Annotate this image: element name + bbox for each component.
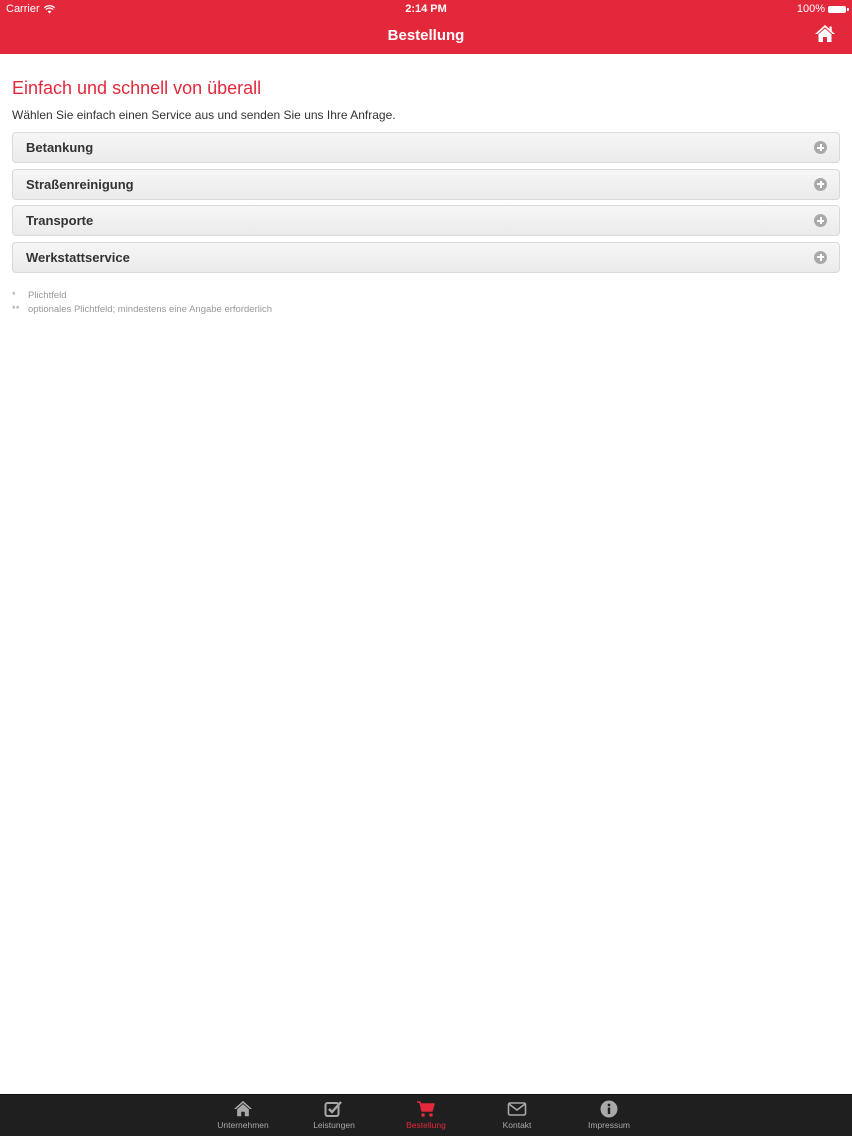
footnote-optional bbox=[12, 303, 840, 317]
footnote-text: optionales Plichtfeld; mindestens eine Angabe erforderlich bbox=[28, 303, 272, 315]
page-nav-title: Bestellung bbox=[387, 27, 465, 44]
tab-label: Unternehmen bbox=[217, 1120, 269, 1130]
tab-leistungen[interactable] bbox=[294, 1095, 374, 1136]
tab-unternehmen[interactable] bbox=[203, 1095, 283, 1136]
tab-label: Kontakt bbox=[502, 1120, 532, 1130]
service-label: Straßenreinigung bbox=[26, 176, 134, 192]
page-title: Einfach und schnell von überall bbox=[12, 78, 262, 98]
footnote-mark: * bbox=[12, 289, 16, 301]
battery-icon bbox=[828, 6, 846, 13]
service-label: Betankung bbox=[26, 140, 94, 155]
footnote-required bbox=[12, 289, 840, 303]
service-item-strassenreinigung[interactable] bbox=[12, 169, 840, 200]
service-item-transporte[interactable] bbox=[12, 205, 840, 236]
service-list bbox=[12, 132, 840, 273]
status-bar bbox=[0, 0, 852, 18]
cart-icon bbox=[416, 1100, 436, 1118]
tab-label: Leistungen bbox=[313, 1120, 355, 1130]
plus-circle-icon[interactable] bbox=[814, 214, 827, 227]
tab-bar bbox=[0, 1094, 852, 1136]
battery-percent: 100% bbox=[796, 3, 825, 15]
service-item-werkstattservice[interactable] bbox=[12, 242, 840, 273]
plus-circle-icon[interactable] bbox=[814, 141, 827, 154]
tab-label: Impressum bbox=[587, 1120, 631, 1130]
plus-circle-icon[interactable] bbox=[814, 251, 827, 264]
tab-kontakt[interactable] bbox=[477, 1095, 557, 1136]
carrier-label: Carrier bbox=[6, 3, 40, 15]
service-item-betankung[interactable] bbox=[12, 132, 840, 163]
home-button[interactable] bbox=[814, 24, 836, 46]
checkbox-icon bbox=[324, 1100, 344, 1118]
intro-text: Wählen Sie einfach einen Service aus und senden Sie uns Ihre Anfrage. bbox=[12, 108, 396, 122]
home-icon bbox=[814, 24, 836, 44]
tab-label: Bestellung bbox=[406, 1120, 446, 1130]
service-label: Werkstattservice bbox=[26, 249, 130, 265]
main-content bbox=[12, 72, 840, 317]
plus-circle-icon[interactable] bbox=[814, 178, 827, 191]
tab-bestellung[interactable] bbox=[386, 1095, 466, 1136]
service-label: Transporte bbox=[26, 213, 94, 228]
header bbox=[0, 0, 852, 54]
footnote-text: Plichtfeld bbox=[28, 289, 67, 301]
info-icon bbox=[599, 1100, 619, 1118]
envelope-icon bbox=[507, 1100, 527, 1118]
status-time: 2:14 PM bbox=[405, 3, 447, 15]
home-icon bbox=[233, 1100, 253, 1118]
status-battery bbox=[797, 3, 846, 15]
tab-impressum[interactable] bbox=[569, 1095, 649, 1136]
footnotes bbox=[12, 289, 840, 317]
footnote-mark: ** bbox=[12, 303, 20, 315]
